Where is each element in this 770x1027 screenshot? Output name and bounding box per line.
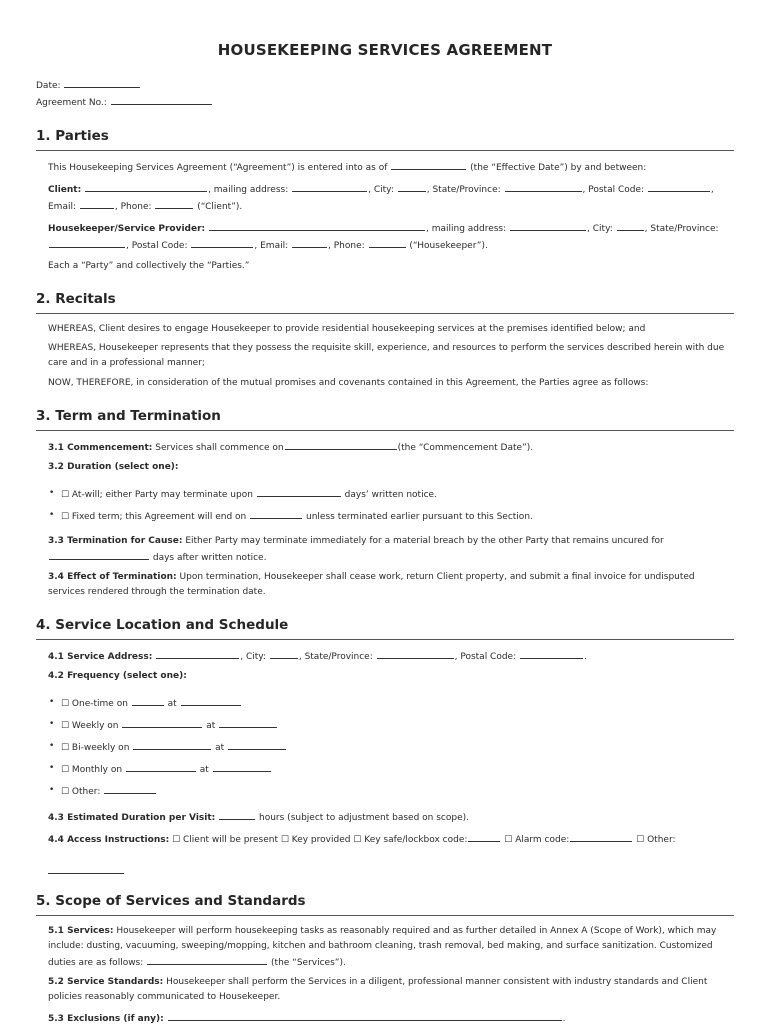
access-options[interactable]: ☐ Client will be present ☐ Key provided ☐ Key safe/lockbox code: xyxy=(172,835,468,845)
housekeeper-tag: (“Housekeeper”). xyxy=(409,241,488,251)
parties-body xyxy=(36,159,734,274)
service-period: . xyxy=(584,652,587,662)
whereas-2: WHEREAS, Housekeeper represents that they possess the requisite skill, experience, and resources to perform the services described herein with due care and in a professional manner; xyxy=(48,343,725,368)
access-other-option[interactable]: ☐ Other: xyxy=(636,835,676,845)
parties-intro-text: This Housekeeping Services Agreement (“Agreement”) is entered into as of xyxy=(48,163,388,173)
fixed-end-date-field[interactable] xyxy=(250,508,302,519)
commencement-text: Services shall commence on xyxy=(155,443,284,453)
term-body xyxy=(36,439,734,600)
housekeeper-city-label: , City: xyxy=(587,224,613,234)
commencement-date-field[interactable] xyxy=(285,439,397,450)
services-label: 5.1 Services: xyxy=(48,926,114,936)
customized-duties-field[interactable] xyxy=(147,954,267,965)
standards-label: 5.2 Service Standards: xyxy=(48,977,164,987)
housekeeper-postal-field[interactable] xyxy=(191,237,253,248)
section-scope xyxy=(36,893,734,1027)
freq-at: at xyxy=(167,699,177,709)
at-will-post: days’ written notice. xyxy=(344,490,437,500)
services-post: (the “Services”). xyxy=(271,958,346,968)
alarm-code-field[interactable] xyxy=(570,831,632,842)
housekeeper-phone-field[interactable] xyxy=(369,237,406,248)
client-state-label: , State/Province: xyxy=(426,185,501,195)
client-address-field[interactable] xyxy=(292,181,367,192)
client-postal-label: , Postal Code: xyxy=(582,185,645,195)
exclusions-label: 5.3 Exclusions (if any): xyxy=(48,1014,164,1024)
fixed-term-text: ☐ Fixed term; this Agreement will end on xyxy=(61,512,247,522)
freq-biweekly[interactable] xyxy=(48,739,734,756)
services-clause xyxy=(48,924,734,971)
frequency-label: 4.2 Frequency (select one): xyxy=(48,671,187,681)
client-mailing-label: , mailing address: xyxy=(208,185,289,195)
service-postal-label: , Postal Code: xyxy=(454,652,517,662)
effect-label: 3.4 Effect of Termination: xyxy=(48,572,177,582)
freq-time-field[interactable] xyxy=(228,739,286,750)
client-postal-field[interactable] xyxy=(648,181,710,192)
parties-intro xyxy=(48,159,734,176)
exclusions-field[interactable] xyxy=(168,1010,562,1021)
service-address-clause xyxy=(48,648,734,665)
exclusions-period: . xyxy=(562,1014,566,1024)
service-city-field[interactable] xyxy=(270,648,298,659)
freq-at: at xyxy=(199,765,209,775)
service-address-field[interactable] xyxy=(156,648,239,659)
at-will-text: ☐ At-will; either Party may terminate upon xyxy=(61,490,253,500)
section-heading-parties: 1. Parties xyxy=(36,128,734,151)
cause-post: days after written notice. xyxy=(152,553,267,563)
visit-duration-post: hours (subject to adjustment based on scope). xyxy=(259,813,469,823)
agreement-no-label: Agreement No.: xyxy=(36,98,107,108)
whereas-1: WHEREAS, Client desires to engage Housekeeper to provide residential housekeeping services at the premises identified below; and xyxy=(48,324,646,334)
now-therefore: NOW, THEREFORE, in consideration of the mutual promises and covenants contained in this Agreement, the Parties agree as follows: xyxy=(48,378,649,388)
client-city-label: , City: xyxy=(368,185,394,195)
duration-label: 3.2 Duration (select one): xyxy=(48,462,179,472)
housekeeper-email-label: , Email: xyxy=(254,241,289,251)
standards-clause xyxy=(48,975,734,1005)
agreement-no-row xyxy=(36,94,734,111)
freq-date-field[interactable] xyxy=(133,739,211,750)
section-parties xyxy=(36,128,734,274)
parties-intro-post: (the “Effective Date”) by and between: xyxy=(470,163,647,173)
cure-days-field[interactable] xyxy=(49,549,149,560)
client-comma: , xyxy=(710,185,714,195)
client-email-field[interactable] xyxy=(80,198,114,209)
fixed-term-option[interactable] xyxy=(48,508,734,525)
freq-label: ☐ Monthly on xyxy=(61,765,123,775)
service-state-label: , State/Province: xyxy=(298,652,373,662)
duration-options xyxy=(48,486,734,525)
client-block xyxy=(48,181,734,215)
freq-time-field[interactable] xyxy=(181,695,241,706)
freq-other[interactable] xyxy=(48,783,734,800)
effect-clause xyxy=(48,570,734,600)
housekeeper-mailing-label: , mailing address: xyxy=(425,224,507,234)
access-label: 4.4 Access Instructions: xyxy=(48,835,170,845)
document-title: HOUSEKEEPING SERVICES AGREEMENT xyxy=(217,41,553,59)
housekeeper-address-field[interactable] xyxy=(510,220,586,231)
client-tag: (“Client”). xyxy=(197,202,243,212)
duration-clause xyxy=(48,460,734,475)
date-row xyxy=(36,77,734,94)
agreement-no-field[interactable] xyxy=(111,94,212,105)
freq-date-field[interactable] xyxy=(126,761,196,772)
frequency-options xyxy=(48,695,734,800)
standards-text: Housekeeper shall perform the Services in a diligent, professional manner consistent with industry standards and Client policies reasonably communicated to Housekeeper. xyxy=(48,977,708,1002)
freq-time-field[interactable] xyxy=(219,717,277,728)
alarm-option[interactable]: ☐ Alarm code: xyxy=(504,835,570,845)
recitals-body xyxy=(36,322,734,391)
freq-time-field[interactable] xyxy=(213,761,271,772)
client-name-field[interactable] xyxy=(85,181,207,192)
housekeeper-phone-label: , Phone: xyxy=(328,241,365,251)
section-heading-recitals: 2. Recitals xyxy=(36,291,734,314)
freq-other-label: ☐ Other: xyxy=(61,787,101,797)
freq-other-field[interactable] xyxy=(104,783,156,794)
housekeeper-email-field[interactable] xyxy=(292,237,327,248)
at-will-option[interactable] xyxy=(48,486,734,503)
visit-hours-field[interactable] xyxy=(219,809,255,820)
effect-text: Upon termination, Housekeeper shall cease work, return Client property, and submit a final invoice for undisputed services rendered through the termination date. xyxy=(48,572,695,597)
service-state-field[interactable] xyxy=(377,648,454,659)
section-heading-location: 4. Service Location and Schedule xyxy=(36,617,734,640)
exclusions-clause xyxy=(48,1010,734,1027)
freq-at: at xyxy=(215,743,225,753)
section-recitals xyxy=(36,291,734,391)
scope-body xyxy=(36,924,734,1027)
commencement-post: (the “Commencement Date”). xyxy=(397,443,534,453)
notice-days-field[interactable] xyxy=(257,486,341,497)
date-field[interactable] xyxy=(64,77,140,88)
housekeeper-state-label: , State/Province: xyxy=(644,224,719,234)
client-phone-field[interactable] xyxy=(155,198,193,209)
freq-monthly[interactable] xyxy=(48,761,734,778)
client-email-label: Email: xyxy=(48,202,77,212)
freq-one-time[interactable] xyxy=(48,695,734,712)
client-city-field[interactable] xyxy=(398,181,426,192)
section-location xyxy=(36,617,734,880)
visit-duration-label: 4.3 Estimated Duration per Visit: xyxy=(48,813,216,823)
client-phone-label: , Phone: xyxy=(114,202,152,212)
freq-label: ☐ Bi-weekly on xyxy=(61,743,130,753)
cause-clause xyxy=(48,534,734,566)
freq-weekly[interactable] xyxy=(48,717,734,734)
access-other-field[interactable] xyxy=(48,863,124,874)
service-postal-field[interactable] xyxy=(520,648,583,659)
access-clause xyxy=(48,831,734,880)
location-body xyxy=(36,648,734,880)
frequency-clause xyxy=(48,669,734,684)
client-label: Client: xyxy=(48,185,82,195)
fixed-term-post: unless terminated earlier pursuant to this Section. xyxy=(306,512,533,522)
cause-text: Either Party may terminate immediately for a material breach by the other Party that remains uncured for xyxy=(185,536,664,546)
visit-duration-clause xyxy=(48,809,734,826)
lockbox-code-field[interactable] xyxy=(468,831,500,842)
freq-at: at xyxy=(206,721,216,731)
housekeeper-city-field[interactable] xyxy=(617,220,644,231)
service-address-label: 4.1 Service Address: xyxy=(48,652,153,662)
section-heading-term: 3. Term and Termination xyxy=(36,408,734,431)
commencement-label: 3.1 Commencement: xyxy=(48,443,153,453)
section-heading-scope: 5. Scope of Services and Standards xyxy=(36,893,734,916)
freq-label: ☐ One-time on xyxy=(61,699,128,709)
freq-label: ☐ Weekly on xyxy=(61,721,119,731)
housekeeper-name-field[interactable] xyxy=(209,220,425,231)
document-meta xyxy=(36,77,734,111)
housekeeper-block xyxy=(48,220,734,254)
client-state-field[interactable] xyxy=(505,181,582,192)
freq-date-field[interactable] xyxy=(122,717,202,728)
each-party-text: Each a “Party” and collectively the “Parties.” xyxy=(48,261,250,271)
services-text: Housekeeper will perform housekeeping tasks as reasonably required and as further detailed in Annex A (Scope of Work), which may include: dusting, vacuuming, sweeping/mopping, kitchen and bathroom cleaning, trash removal, bed making, and surface sanitization. Customized duties are as follows: xyxy=(48,926,717,968)
commencement-clause xyxy=(48,439,734,456)
effective-date-field[interactable] xyxy=(391,159,466,170)
service-city-label: , City: xyxy=(240,652,266,662)
housekeeper-state-field[interactable] xyxy=(49,237,125,248)
cause-label: 3.3 Termination for Cause: xyxy=(48,536,183,546)
housekeeper-label: Housekeeper/Service Provider: xyxy=(48,224,206,234)
freq-date-field[interactable] xyxy=(132,695,164,706)
section-term xyxy=(36,408,734,600)
date-label: Date: xyxy=(36,81,61,91)
housekeeper-postal-label: , Postal Code: xyxy=(126,241,188,251)
